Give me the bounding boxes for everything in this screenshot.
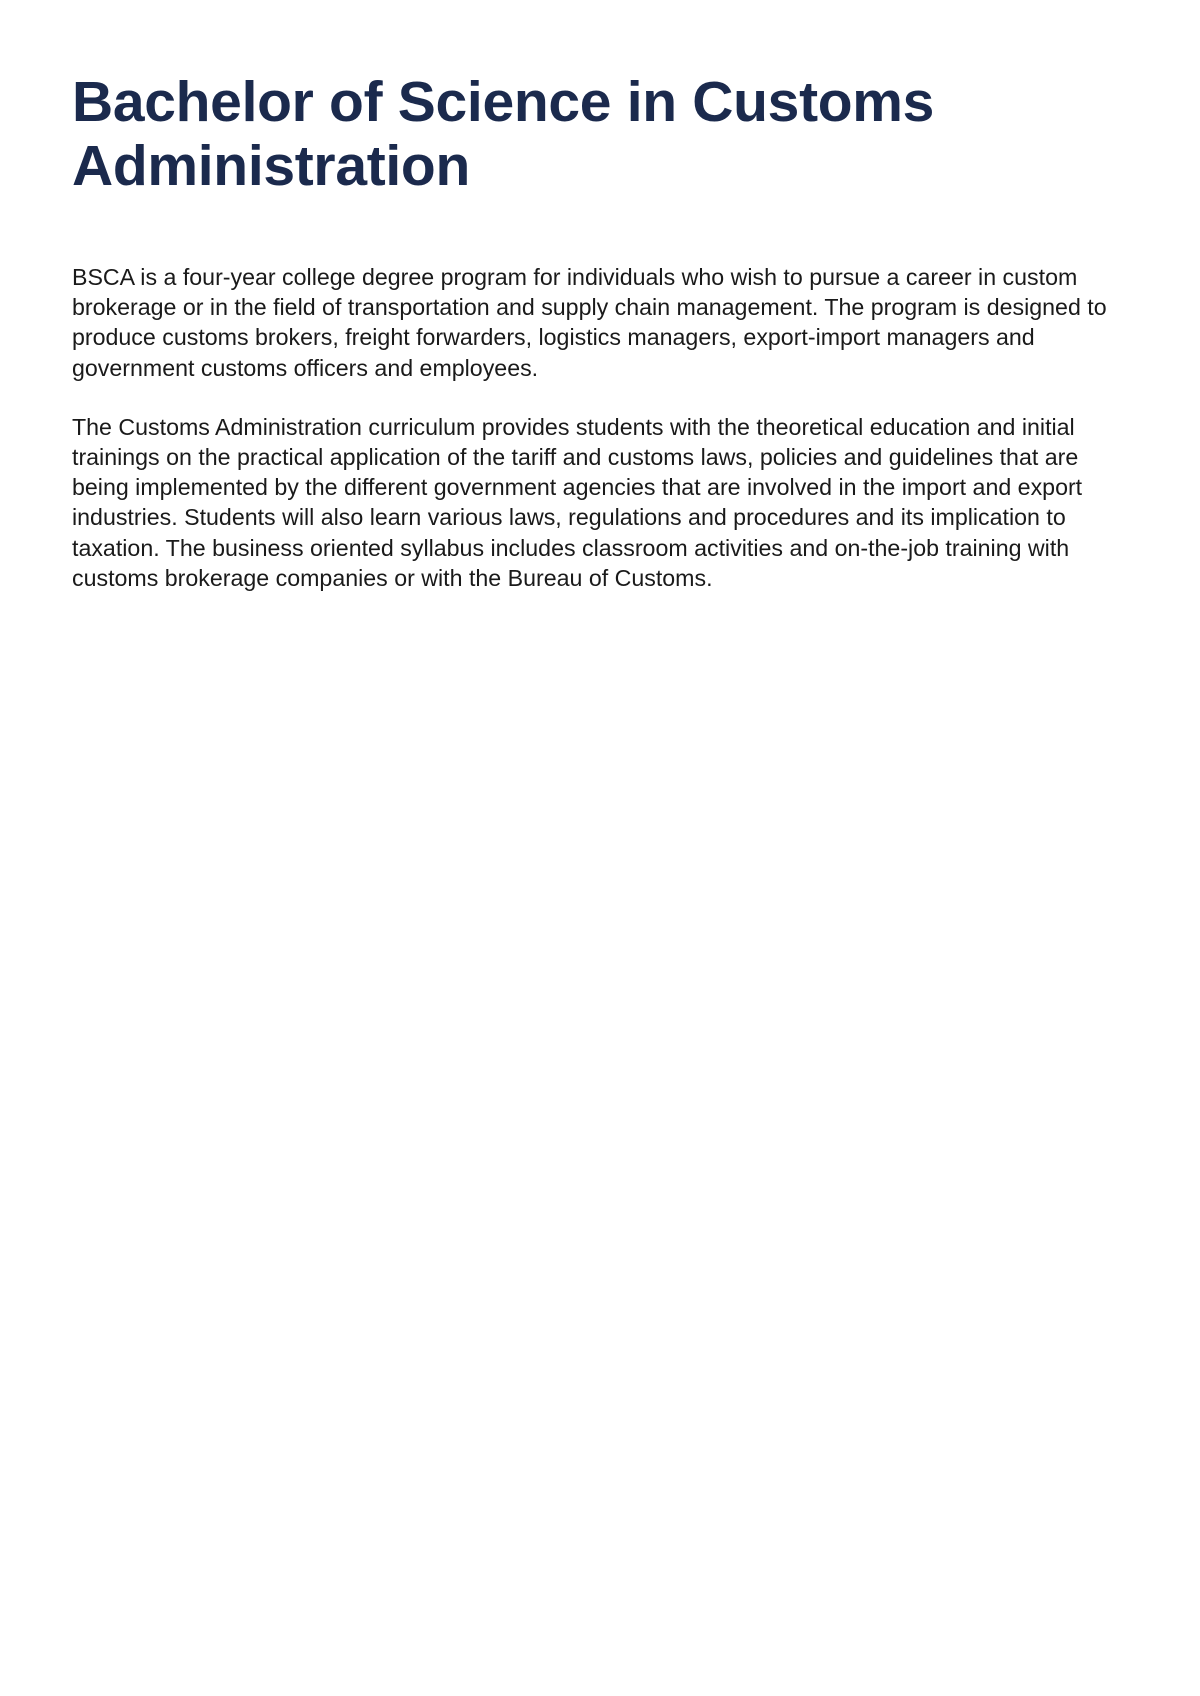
document-page [72,70,1132,622]
curriculum-paragraph: The Customs Administration curriculum provides students with the theoretical education and initial trainings on the practical application of the tariff and customs laws, policies and guidelines that are being implemented by the different government agencies that are involved in the import and export industries. Students will also learn various laws, regulations and procedures and its implication to taxation. The business oriented syllabus includes classroom activities and on-the-job training with customs brokerage companies or with the Bureau of Customs. [72,413,1083,591]
document-title: Bachelor of Science in Customs Administration [72,70,935,198]
document-body [72,262,1132,593]
intro-paragraph: BSCA is a four-year college degree program for individuals who wish to pursue a career in custom brokerage or in the field of transportation and supply chain management. The program is designed to produce customs brokers, freight forwarders, logistics managers, export-import managers and government customs officers and employees. [72,264,1107,381]
